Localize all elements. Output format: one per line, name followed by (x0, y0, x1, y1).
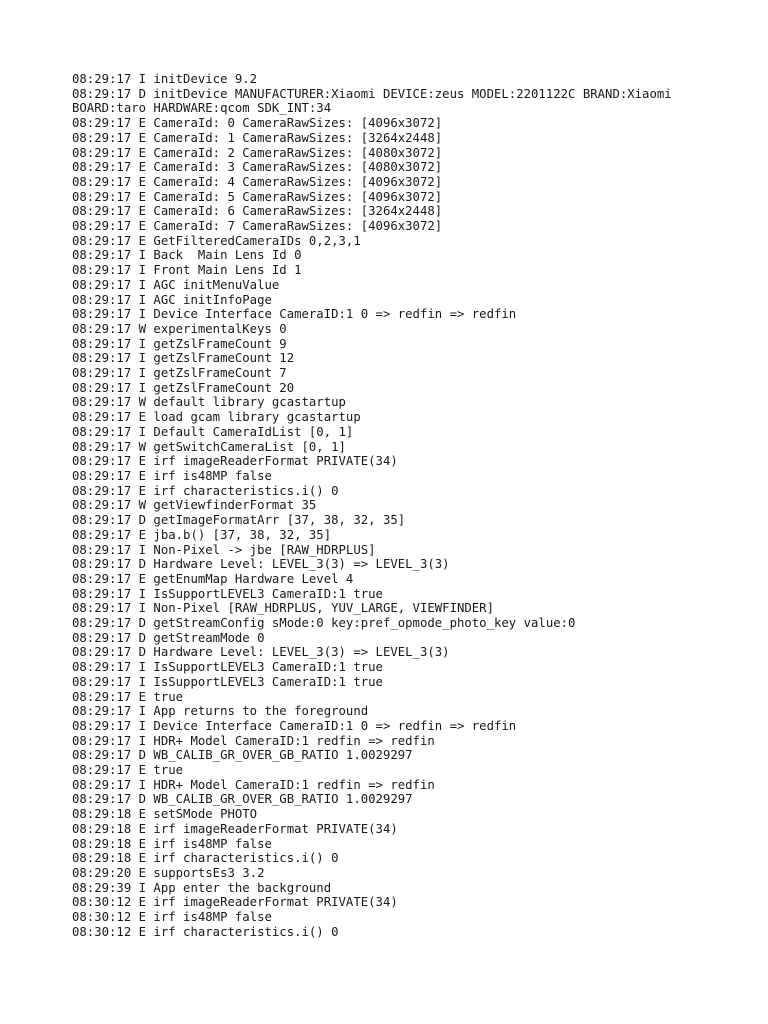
log-line: 08:29:17 E load gcam library gcastartup (72, 410, 361, 425)
log-line: 08:30:12 E irf imageReaderFormat PRIVATE(34) (72, 895, 398, 910)
log-line: 08:29:17 I Non-Pixel -> jbe [RAW_HDRPLUS] (72, 542, 376, 557)
log-line: 08:29:17 W getSwitchCameraList [0, 1] (72, 439, 346, 454)
log-line: 08:29:17 I getZslFrameCount 20 (72, 380, 295, 395)
log-line: 08:29:17 I Non-Pixel [RAW_HDRPLUS, YUV_LARGE, VIEWFINDER] (72, 601, 494, 616)
log-line: 08:29:17 W default library gcastartup (72, 395, 346, 410)
log-line: 08:29:17 E CameraId: 3 CameraRawSizes: [4080x3072] (72, 160, 443, 175)
log-line: 08:29:17 E CameraId: 6 CameraRawSizes: [3264x2448] (72, 204, 443, 219)
log-line: 08:29:39 I App enter the background (72, 880, 332, 895)
log-line: 08:29:17 I Default CameraIdList [0, 1] (72, 424, 354, 439)
log-line: 08:29:17 I App returns to the foreground (72, 704, 369, 719)
log-line: 08:29:17 I IsSupportLEVEL3 CameraID:1 true (72, 660, 383, 675)
log-line: 08:29:17 D Hardware Level: LEVEL_3(3) => LEVEL_3(3) (72, 557, 450, 572)
log-line: 08:29:17 D WB_CALIB_GR_OVER_GB_RATIO 1.0029297 (72, 748, 413, 763)
log-line: 08:29:17 E irf is48MP false (72, 468, 272, 483)
log-line: 08:29:18 E irf is48MP false (72, 836, 272, 851)
log-line: 08:30:12 E irf is48MP false (72, 910, 272, 925)
log-line: 08:29:17 E CameraId: 2 CameraRawSizes: [4080x3072] (72, 145, 443, 160)
log-line: 08:29:17 D getStreamMode 0 (72, 630, 265, 645)
log-line: 08:29:17 E CameraId: 0 CameraRawSizes: [4096x3072] (72, 116, 443, 131)
log-line: BOARD:taro HARDWARE:qcom SDK_INT:34 (72, 101, 332, 116)
log-line: 08:29:17 E GetFilteredCameraIDs 0,2,3,1 (72, 233, 361, 248)
log-line: 08:29:17 I Front Main Lens Id 1 (72, 263, 302, 278)
log-line: 08:29:17 D Hardware Level: LEVEL_3(3) => LEVEL_3(3) (72, 645, 450, 660)
log-line: 08:29:17 E CameraId: 7 CameraRawSizes: [4096x3072] (72, 219, 443, 234)
log-line: 08:29:17 E CameraId: 1 CameraRawSizes: [3264x2448] (72, 130, 443, 145)
log-line: 08:29:17 I AGC initInfoPage (72, 292, 272, 307)
log-line: 08:29:17 I AGC initMenuValue (72, 277, 280, 292)
log-line: 08:29:17 D initDevice MANUFACTURER:Xiaomi DEVICE:zeus MODEL:2201122C BRAND:Xiaomi (72, 86, 672, 101)
log-line: 08:29:18 E irf imageReaderFormat PRIVATE(34) (72, 821, 398, 836)
log-line: 08:29:17 I getZslFrameCount 12 (72, 351, 295, 366)
log-line: 08:29:17 E CameraId: 4 CameraRawSizes: [4096x3072] (72, 174, 443, 189)
log-line: 08:29:17 I Back Main Lens Id 0 (72, 248, 302, 263)
log-line: 08:29:17 E getEnumMap Hardware Level 4 (72, 571, 354, 586)
log-document (72, 72, 752, 939)
log-line: 08:29:17 D getImageFormatArr [37, 38, 32, 35] (72, 513, 406, 528)
log-line: 08:29:17 I Device Interface CameraID:1 0 => redfin => redfin (72, 307, 517, 322)
log-line: 08:29:17 I Device Interface CameraID:1 0 => redfin => redfin (72, 718, 517, 733)
log-line: 08:29:17 I IsSupportLEVEL3 CameraID:1 true (72, 674, 383, 689)
log-line: 08:29:17 D getStreamConfig sMode:0 key:pref_opmode_photo_key value:0 (72, 616, 576, 631)
log-line: 08:29:17 E irf imageReaderFormat PRIVATE(34) (72, 454, 398, 469)
log-line: 08:29:17 E jba.b() [37, 38, 32, 35] (72, 527, 332, 542)
log-line: 08:29:17 E CameraId: 5 CameraRawSizes: [4096x3072] (72, 189, 443, 204)
log-line: 08:29:17 I initDevice 9.2 (72, 72, 258, 86)
log-line: 08:29:17 D WB_CALIB_GR_OVER_GB_RATIO 1.0029297 (72, 792, 413, 807)
log-line: 08:29:17 E irf characteristics.i() 0 (72, 483, 339, 498)
log-line: 08:29:17 I IsSupportLEVEL3 CameraID:1 true (72, 586, 383, 601)
log-line: 08:29:18 E irf characteristics.i() 0 (72, 851, 339, 866)
log-line: 08:29:17 I getZslFrameCount 9 (72, 336, 287, 351)
log-line: 08:29:17 W getViewfinderFormat 35 (72, 498, 317, 513)
log-line: 08:29:17 I HDR+ Model CameraID:1 redfin => redfin (72, 733, 435, 748)
log-line: 08:29:17 E true (72, 763, 184, 778)
log-line: 08:30:12 E irf characteristics.i() 0 (72, 924, 339, 939)
log-line: 08:29:17 E true (72, 689, 184, 704)
log-line: 08:29:20 E supportsEs3 3.2 (72, 865, 265, 880)
log-line: 08:29:18 E setSMode PHOTO (72, 807, 258, 822)
log-line: 08:29:17 I getZslFrameCount 7 (72, 366, 287, 381)
log-line: 08:29:17 W experimentalKeys 0 (72, 321, 287, 336)
log-line: 08:29:17 I HDR+ Model CameraID:1 redfin => redfin (72, 777, 435, 792)
